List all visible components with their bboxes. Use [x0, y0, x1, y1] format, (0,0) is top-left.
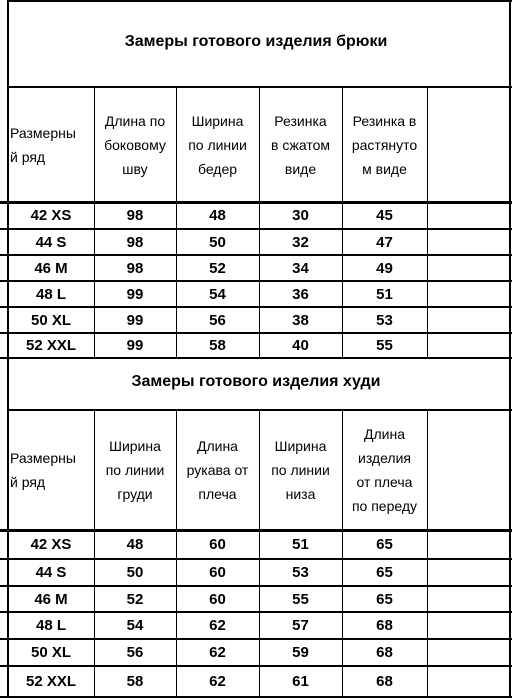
column-header-line: Резинка в [352, 112, 417, 129]
size-label: 42 XS [30, 207, 72, 224]
table-rule-horizontal [0, 638, 512, 640]
measurement-value: 53 [292, 564, 309, 581]
column-header [342, 87, 427, 202]
column-header-line: й ряд [10, 474, 46, 490]
size-label: 48 L [35, 617, 66, 634]
table-rule-horizontal [0, 558, 512, 560]
measurement-value: 58 [126, 673, 144, 690]
table-rule-vertical [7, 358, 9, 697]
size-label: 52 XXL [25, 673, 77, 690]
column-header-text [271, 434, 330, 506]
measurement-value [427, 202, 512, 229]
measurement-value: 55 [292, 590, 309, 608]
measurement-value: 38 [292, 311, 309, 329]
measurement-value: 68 [376, 617, 393, 634]
measurement-value: 50 [209, 233, 226, 251]
column-header-line: Ширина [191, 112, 244, 129]
column-header-text [352, 109, 417, 181]
column-header-text [10, 121, 76, 169]
measurement-value [427, 666, 512, 697]
column-header-line: по линии [105, 462, 165, 478]
table-rule-vertical [259, 87, 260, 358]
table-rule-horizontal [0, 585, 512, 587]
column-header-line: шву [122, 160, 148, 177]
table-rule-horizontal [0, 201, 512, 204]
table-rule-horizontal [0, 306, 512, 308]
measurement-value: 62 [209, 673, 226, 690]
table-rule-vertical [342, 410, 343, 697]
measurement-value: 61 [292, 673, 309, 690]
measurement-value [427, 639, 512, 666]
measurement-value: 36 [292, 285, 309, 303]
column-header [427, 410, 512, 530]
column-header-line: Длина [196, 438, 238, 454]
column-header [259, 87, 342, 202]
table-rule-horizontal [8, 86, 512, 88]
size-label: 50 XL [30, 311, 72, 329]
measurement-value: 49 [376, 259, 393, 277]
column-header-line: изделия [358, 450, 411, 466]
column-header [176, 410, 259, 530]
measurement-value: 51 [292, 536, 309, 553]
table-rule-horizontal [8, 0, 512, 2]
size-label: 50 XL [30, 644, 72, 661]
column-header [176, 87, 259, 202]
measurement-value: 52 [209, 259, 226, 277]
measurement-value: 99 [126, 337, 144, 354]
column-header [342, 410, 427, 530]
table-rule-horizontal [0, 696, 512, 698]
table-rule-horizontal [0, 357, 512, 359]
table-rule-vertical [94, 410, 95, 697]
table-rule-vertical [509, 0, 511, 358]
measurement-value: 62 [209, 644, 226, 661]
size-label: 44 S [35, 233, 67, 251]
measurement-value: 30 [292, 207, 309, 224]
table-rule-vertical [427, 410, 428, 697]
measurement-value: 98 [126, 207, 144, 224]
size-label: 52 XXL [25, 337, 77, 354]
column-header-line: растянуто [351, 136, 418, 153]
measurement-value [427, 612, 512, 639]
table-rule-horizontal [8, 409, 512, 411]
measurement-value: 60 [209, 590, 226, 608]
measurement-value: 50 [126, 564, 144, 581]
measurement-value: 34 [292, 259, 309, 277]
measurement-value [427, 255, 512, 281]
measurement-value: 57 [292, 617, 309, 634]
column-header-line: от плеча [356, 474, 413, 490]
size-label: 42 XS [30, 536, 72, 553]
size-label: 46 M [34, 259, 68, 277]
table-rule-horizontal [0, 611, 512, 613]
table-rule-vertical [342, 87, 343, 358]
column-header-text [188, 109, 247, 181]
column-header-line: Размерны [10, 450, 76, 466]
table-rule-vertical [259, 410, 260, 697]
column-header-line: по линии [188, 136, 247, 153]
column-header-line: Резинка [274, 112, 327, 129]
column-header-text [352, 422, 417, 518]
measurement-value: 48 [126, 536, 144, 553]
column-header-line: Ширина [109, 438, 161, 454]
measurement-value [427, 586, 512, 612]
measurement-value: 68 [376, 673, 393, 690]
column-header-line: груди [117, 486, 153, 502]
column-header-line: Размерны [10, 124, 76, 141]
measurement-value: 53 [376, 311, 393, 329]
measurement-value [427, 333, 512, 358]
measurement-value [427, 307, 512, 333]
column-header-text [187, 434, 249, 506]
table-rule-horizontal [0, 228, 512, 230]
column-header-line: по линии [271, 462, 330, 478]
measurement-value: 65 [376, 536, 393, 553]
measurement-value: 60 [209, 564, 226, 581]
column-header-line: в сжатом [271, 136, 330, 153]
column-header [259, 410, 342, 530]
measurement-value: 40 [292, 337, 309, 354]
column-header-text [104, 109, 166, 181]
column-header-text [106, 434, 165, 506]
column-header-line: низа [285, 486, 316, 502]
column-header-line: бедер [197, 160, 238, 177]
measurement-value: 52 [126, 590, 144, 608]
column-header-text [271, 109, 330, 181]
table-rule-vertical [176, 87, 177, 358]
table-rule-vertical [427, 87, 428, 358]
measurement-value: 58 [209, 337, 226, 354]
column-header [8, 410, 96, 530]
column-header-line: по переду [351, 498, 418, 514]
column-header [94, 87, 176, 202]
table-rule-vertical [176, 410, 177, 697]
measurement-value: 65 [376, 590, 393, 608]
measurement-value [427, 229, 512, 255]
measurement-value: 45 [376, 207, 393, 224]
measurement-value [427, 281, 512, 307]
measurement-value: 55 [376, 337, 393, 354]
measurement-value [427, 530, 512, 559]
measurement-value: 47 [376, 233, 393, 251]
measurement-value: 51 [376, 285, 393, 303]
size-label: 44 S [35, 564, 67, 581]
column-header-line: Длина по [104, 112, 166, 129]
column-header-line: й ряд [10, 148, 46, 165]
measurement-value: 56 [126, 644, 144, 661]
trousers-table-title: Замеры готового изделия брюки [124, 32, 388, 50]
hoodie-table-title: Замеры готового изделия худи [131, 373, 381, 390]
size-label: 46 M [34, 590, 68, 608]
measurement-value: 98 [126, 233, 144, 251]
table-rule-vertical [509, 358, 511, 697]
column-header [427, 87, 512, 202]
column-header-line: боковому [104, 136, 166, 153]
table-rule-horizontal [0, 254, 512, 256]
measurement-value: 99 [126, 311, 144, 329]
column-header-line: м виде [362, 160, 407, 177]
table-rule-vertical [7, 0, 9, 358]
measurement-value: 59 [292, 644, 309, 661]
column-header-line: Ширина [274, 438, 327, 454]
column-header-line: рукава от [186, 462, 249, 478]
measurement-value: 54 [209, 285, 226, 303]
column-header-line: Длина [364, 426, 405, 442]
measurement-value: 98 [126, 259, 144, 277]
column-header-line: виде [284, 160, 317, 177]
measurement-value [427, 559, 512, 586]
measurement-value: 62 [209, 617, 226, 634]
measurement-value: 65 [376, 564, 393, 581]
measurement-value: 68 [376, 644, 393, 661]
column-header-text [10, 446, 76, 494]
size-label: 48 L [35, 285, 66, 303]
column-header [8, 87, 96, 202]
table-rule-vertical [94, 87, 95, 358]
table-rule-horizontal [0, 280, 512, 282]
column-header-line: плеча [198, 486, 237, 502]
measurement-value: 32 [292, 233, 309, 251]
measurement-value: 54 [126, 617, 144, 634]
table-rule-horizontal [0, 332, 512, 334]
measurement-value: 56 [209, 311, 226, 329]
measurement-value: 60 [209, 536, 226, 553]
table-rule-horizontal [0, 665, 512, 667]
column-header [94, 410, 176, 530]
measurement-value: 48 [209, 207, 226, 224]
measurement-value: 99 [126, 285, 144, 303]
table-rule-horizontal [0, 529, 512, 532]
